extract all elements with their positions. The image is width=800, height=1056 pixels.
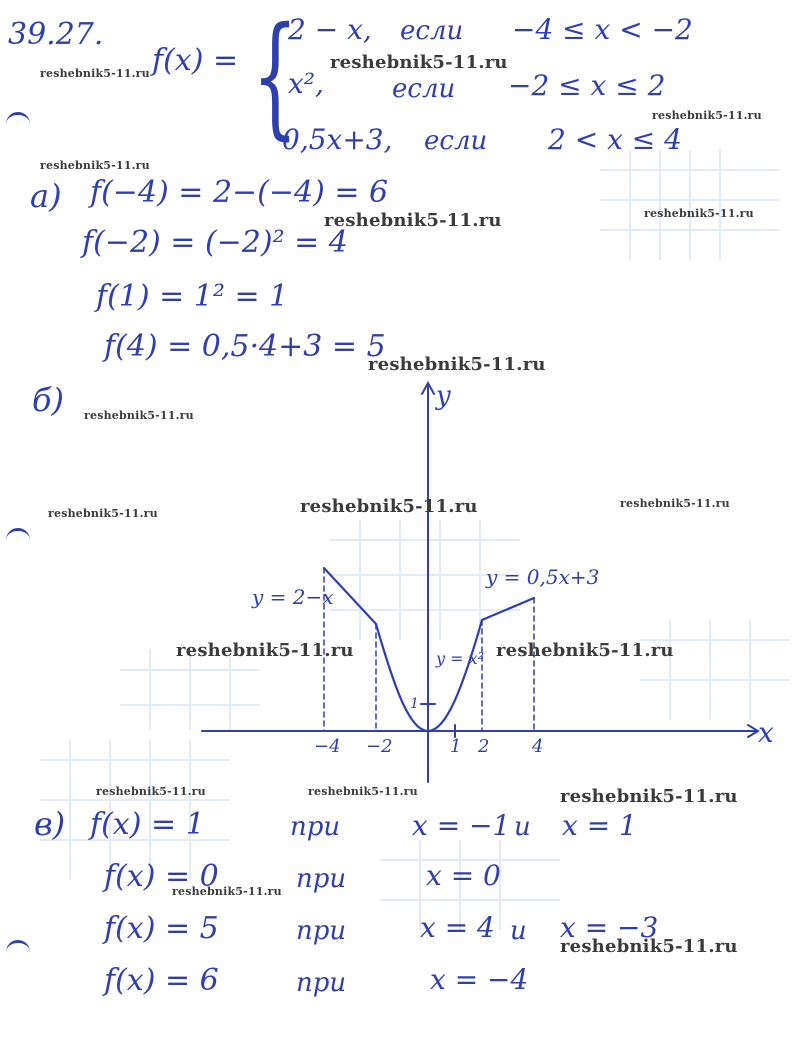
curve-label-2: y = x²	[436, 649, 485, 668]
watermark: reshebnik5-11.ru	[330, 52, 508, 73]
x-tick-label: 1	[450, 736, 462, 757]
row-lhs: f(x) = 6	[104, 963, 219, 998]
row-lhs: f(x) = 5	[104, 911, 219, 946]
row-word: при	[296, 916, 347, 946]
case-word: если	[400, 16, 464, 46]
watermark: reshebnik5-11.ru	[40, 159, 150, 172]
x-axis-label: x	[758, 716, 774, 749]
row-solution-2: x = 1	[562, 809, 637, 842]
watermark: reshebnik5-11.ru	[560, 786, 738, 807]
case-expr: x²,	[288, 67, 324, 100]
watermark: reshebnik5-11.ru	[40, 67, 150, 80]
watermark: reshebnik5-11.ru	[176, 640, 354, 661]
part-a-line-2: f(−2) = (−2)² = 4	[82, 225, 348, 260]
row-word: при	[296, 864, 347, 894]
part-a-line-1: f(−4) = 2−(−4) = 6	[90, 175, 389, 210]
y-axis-label: y	[436, 381, 451, 411]
case-condition: −4 ≤ x < −2	[512, 13, 693, 46]
brace: {	[252, 0, 299, 153]
row-solution: x = −4	[430, 963, 529, 996]
x-tick-label: 2	[478, 736, 490, 757]
curve-label-1: y = 2−x	[252, 585, 334, 609]
row-word: при	[290, 812, 341, 842]
watermark: reshebnik5-11.ru	[172, 885, 282, 898]
row-solution: x = 0	[426, 859, 501, 892]
part-a-label: а)	[30, 177, 62, 215]
y-tick-label: 1	[410, 696, 419, 712]
row-conj: и	[514, 812, 531, 842]
watermark: reshebnik5-11.ru	[96, 785, 206, 798]
x-tick-label: 4	[532, 736, 544, 757]
case-condition: −2 ≤ x ≤ 2	[508, 69, 666, 102]
x-tick-label: −2	[366, 736, 393, 757]
watermark: reshebnik5-11.ru	[300, 496, 478, 517]
case-expr: 2 − x,	[288, 13, 372, 46]
part-b-label: б)	[32, 381, 65, 419]
row-word: при	[296, 968, 347, 998]
curve-label-3: y = 0,5x+3	[486, 565, 600, 589]
row-lhs: f(x) = 0	[104, 859, 219, 894]
watermark: reshebnik5-11.ru	[560, 936, 738, 957]
part-a-line-3: f(1) = 1² = 1	[96, 279, 289, 314]
row-solution: x = 4	[420, 911, 495, 944]
watermark: reshebnik5-11.ru	[652, 109, 762, 122]
watermark: reshebnik5-11.ru	[620, 497, 730, 510]
problem-number: 39.27.	[8, 17, 104, 52]
function-lhs: f(x) =	[152, 43, 239, 78]
segment-linear	[482, 598, 534, 620]
case-expr: 0,5x+3,	[282, 123, 393, 156]
part-v-label: в)	[34, 805, 66, 843]
watermark: reshebnik5-11.ru	[496, 640, 674, 661]
part-a-line-4: f(4) = 0,5·4+3 = 5	[104, 329, 386, 364]
watermark: reshebnik5-11.ru	[48, 507, 158, 520]
x-tick-label: −4	[314, 736, 341, 757]
case-condition: 2 < x ≤ 4	[548, 123, 682, 156]
row-solution: x = −1	[412, 809, 511, 842]
watermark: reshebnik5-11.ru	[368, 354, 546, 375]
watermark: reshebnik5-11.ru	[84, 409, 194, 422]
watermark: reshebnik5-11.ru	[644, 207, 754, 220]
watermark: reshebnik5-11.ru	[308, 785, 418, 798]
row-lhs: f(x) = 1	[90, 807, 205, 842]
watermark: reshebnik5-11.ru	[324, 210, 502, 231]
row-conj: и	[510, 916, 527, 946]
case-word: если	[392, 74, 456, 104]
case-word: если	[424, 126, 488, 156]
row-solution-2: x = −3	[560, 911, 659, 944]
